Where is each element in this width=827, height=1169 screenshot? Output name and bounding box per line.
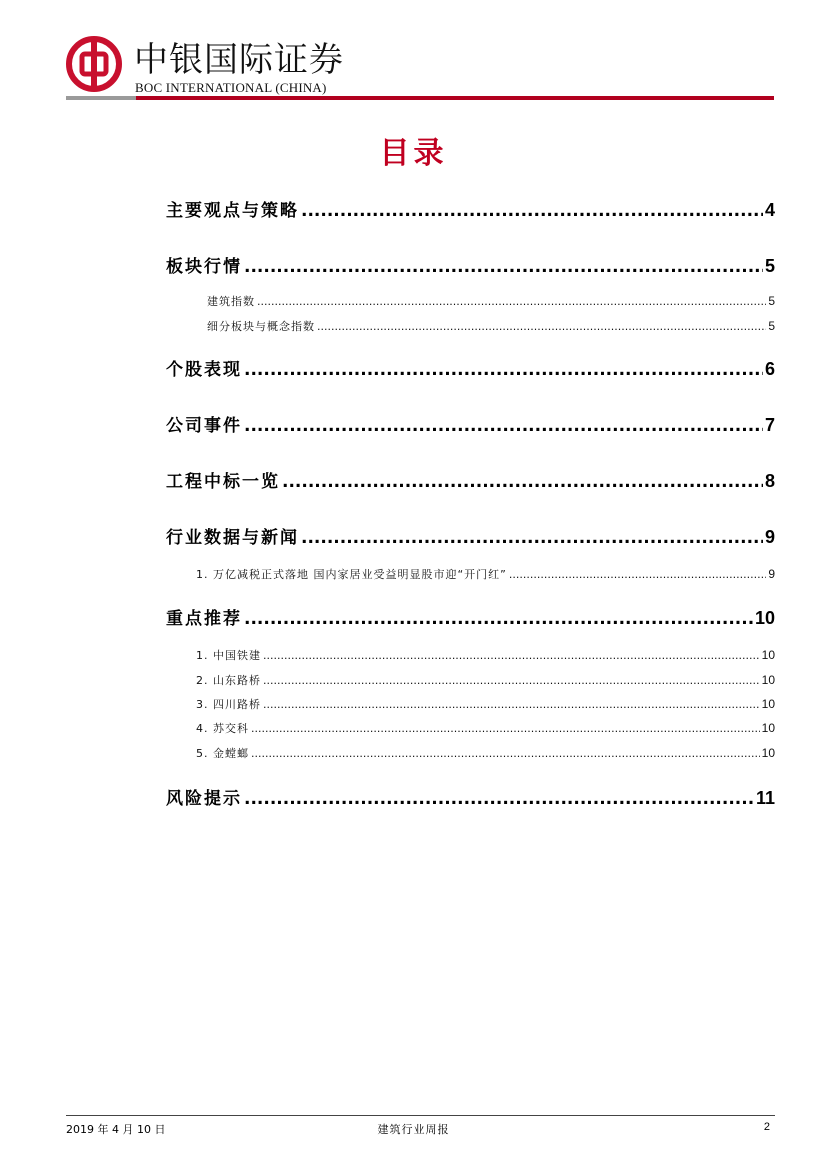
toc-entry-page: 10: [761, 673, 775, 687]
brand-name-english: BOC INTERNATIONAL (CHINA): [135, 80, 327, 95]
toc-entry-label: 主要观点与策略: [166, 201, 299, 221]
toc-entry-label: 个股表现: [166, 360, 242, 380]
toc-entry-page: 5: [768, 294, 775, 308]
footer-date: 2019 年 4 月 10 日: [66, 1123, 166, 1136]
footer-page-number: 2: [763, 1121, 770, 1133]
dot-leader: [317, 320, 766, 333]
toc-entry-page: 4: [764, 200, 775, 220]
toc-entry-main-views[interactable]: [166, 196, 775, 221]
toc-entry-jsti-group[interactable]: [196, 720, 775, 736]
toc-entry-construction-index[interactable]: [207, 293, 775, 309]
toc-entry-page: 10: [761, 746, 775, 760]
brand-name-chinese: 中银国际证券: [134, 40, 344, 80]
dot-leader: [244, 609, 753, 629]
toc-entry-page: 10: [761, 721, 775, 735]
toc-entry-shandong-road-bridge[interactable]: [196, 672, 775, 688]
toc-entry-page: 8: [764, 471, 775, 491]
toc-entry-label: 细分板块与概念指数: [207, 320, 315, 333]
footer-report-title: 建筑行业周报: [377, 1123, 450, 1136]
toc-entry-page: 11: [755, 788, 775, 808]
toc-entry-label: 行业数据与新闻: [166, 528, 299, 548]
toc-entry-page: 10: [761, 697, 775, 711]
toc-entry-stock-performance[interactable]: [166, 355, 775, 380]
dot-leader: [301, 201, 763, 221]
toc-entry-label: 公司事件: [166, 416, 242, 436]
dot-leader: [244, 360, 763, 380]
toc-entry-gold-mantis[interactable]: [196, 745, 775, 761]
toc-entry-page: 9: [768, 567, 775, 581]
toc-entry-project-bids[interactable]: [166, 467, 775, 492]
toc-entry-label: 3. 四川路桥: [196, 698, 261, 711]
dot-leader: [263, 649, 760, 662]
toc-entry-label: 建筑指数: [207, 295, 255, 308]
dot-leader: [244, 416, 763, 436]
dot-leader: [257, 295, 766, 308]
toc-entry-page: 7: [764, 415, 775, 435]
toc-entry-sector-market[interactable]: [166, 252, 775, 277]
toc-entry-subsector-concept-index[interactable]: [207, 318, 775, 334]
toc-entry-page: 5: [768, 319, 775, 333]
dot-leader: [263, 674, 760, 687]
toc-entry-china-railway-construction[interactable]: [196, 647, 775, 663]
dot-leader: [263, 698, 760, 711]
toc-entry-label: 1. 中国铁建: [196, 649, 261, 662]
footer-rule: [66, 1115, 775, 1116]
dot-leader: [244, 789, 754, 809]
dot-leader: [251, 747, 760, 760]
dot-leader: [251, 722, 760, 735]
dot-leader: [244, 257, 763, 277]
toc-entry-page: 10: [761, 648, 775, 662]
toc-entry-label: 4. 苏交科: [196, 722, 249, 735]
toc-entry-label: 风险提示: [166, 789, 242, 809]
dot-leader: [282, 472, 763, 492]
toc-entry-page: 5: [764, 256, 775, 276]
toc-entry-industry-data-news[interactable]: [166, 523, 775, 548]
toc-entry-company-events[interactable]: [166, 411, 775, 436]
toc-entry-label: 5. 金螳螂: [196, 747, 249, 760]
toc-entry-page: 6: [764, 359, 775, 379]
toc-title: 目录: [379, 136, 448, 171]
toc-entry-risk-warning[interactable]: [166, 784, 775, 809]
dot-leader: [509, 568, 766, 581]
toc-entry-page: 9: [764, 527, 775, 547]
toc-entry-label: 板块行情: [166, 257, 242, 277]
toc-entry-label: 1. 万亿减税正式落地 国内家居业受益明显股市迎“开门红”: [196, 568, 507, 581]
toc-entry-key-recommendations[interactable]: [166, 604, 775, 629]
toc-entry-label: 重点推荐: [166, 609, 242, 629]
toc-entry-page: 10: [754, 608, 775, 628]
toc-entry-label: 工程中标一览: [166, 472, 280, 492]
dot-leader: [301, 528, 763, 548]
toc-entry-sichuan-road-bridge[interactable]: [196, 696, 775, 712]
toc-entry-tax-cut-news[interactable]: [196, 566, 775, 582]
toc-entry-label: 2. 山东路桥: [196, 674, 261, 687]
